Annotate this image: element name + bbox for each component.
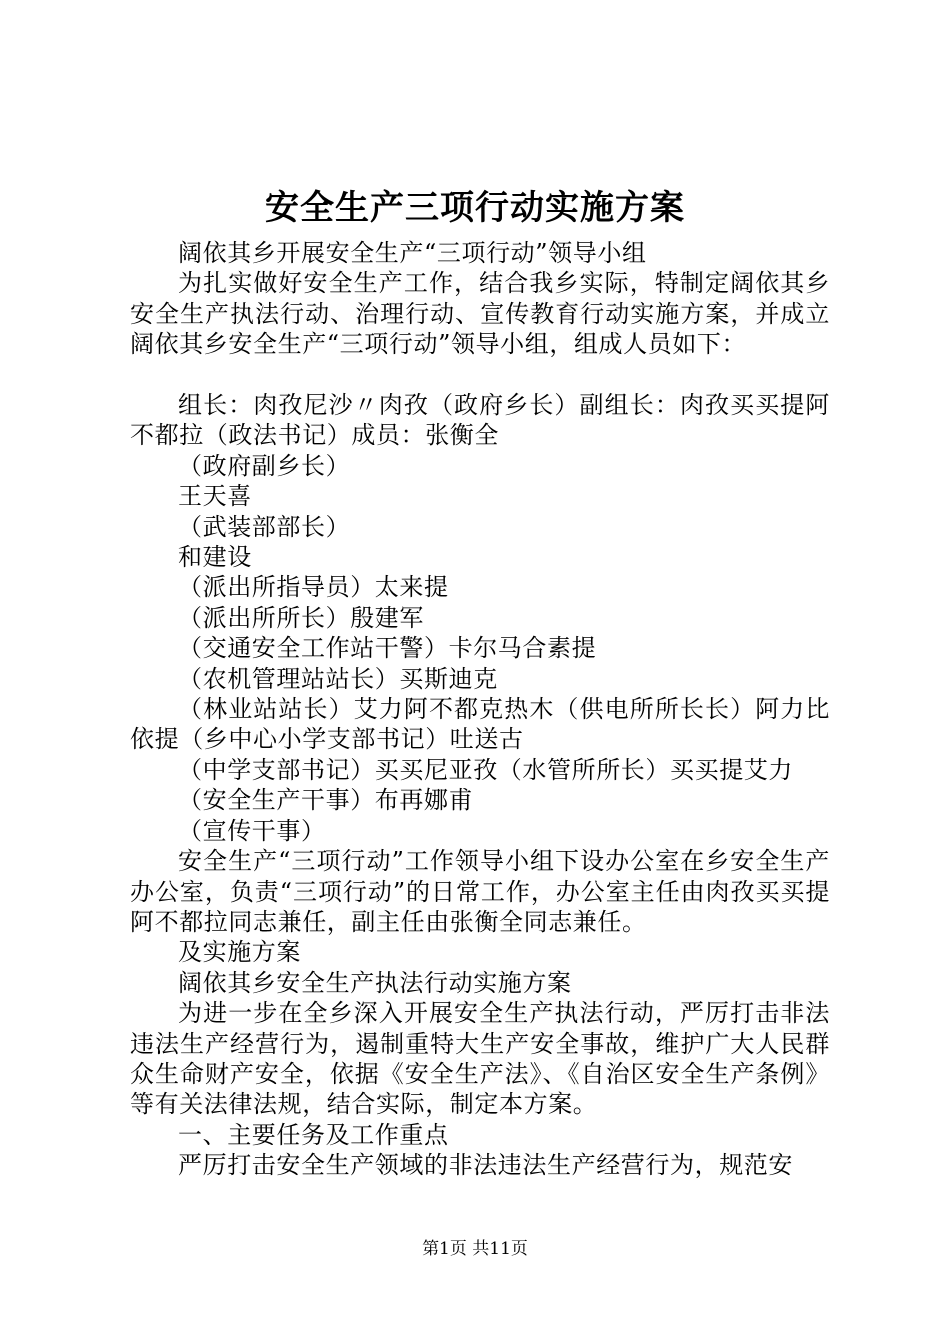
paragraph: （派出所指导员）太来提 (178, 573, 449, 602)
paragraph: 组长：肉孜尼沙〃肉孜（政府乡长）副组长：肉孜买买提阿不都拉（政法书记）成员：张衡全 (130, 391, 830, 450)
page-footer: 第1页 共11页 (422, 1239, 528, 1259)
paragraph: 为进一步在全乡深入开展安全生产执法行动，严厉打击非法违法生产经营行为，遏制重特大生产安全事故，维护广大人民群众生命财产安全，依据《安全生产法》、《自治区安全生产条例》等有关法律法规，结合实际，制定本方案。 (130, 999, 830, 1119)
paragraph: 一、主要任务及工作重点 (178, 1120, 449, 1149)
paragraph: （武装部部长） (178, 512, 351, 541)
paragraph: 严厉打击安全生产领域的非法违法生产经营行为，规范安 (178, 1151, 793, 1180)
paragraph: （中学支部书记）买买尼亚孜（水管所所长）买买提艾力 (178, 755, 793, 784)
paragraph: （交通安全工作站干警）卡尔马合素提 (178, 634, 597, 663)
paragraph: 阔依其乡安全生产执法行动实施方案 (178, 968, 572, 997)
paragraph: （派出所所长）殷建军 (178, 603, 424, 632)
document-title: 安全生产三项行动实施方案 (265, 188, 685, 228)
paragraph: （林业站站长）艾力阿不都克热木（供电所所长长）阿力比依提（乡中心小学支部书记）吐送古 (130, 695, 830, 754)
blank-line (130, 360, 830, 390)
paragraph: （政府副乡长） (178, 451, 351, 480)
document-body (130, 238, 830, 1181)
paragraph: （农机管理站站长）买斯迪克 (178, 664, 498, 693)
paragraph: 王天喜 (178, 482, 252, 511)
paragraph: 阔依其乡开展安全生产“三项行动”领导小组 (178, 239, 647, 267)
paragraph: 为扎实做好安全生产工作，结合我乡实际，特制定阔依其乡安全生产执法行动、治理行动、宣传教育行动实施方案，并成立阔依其乡安全生产“三项行动”领导小组，组成人员如下： (130, 269, 830, 359)
paragraph: （宣传干事） (178, 816, 326, 845)
paragraph: 和建设 (178, 543, 252, 572)
paragraph: 安全生产“三项行动”工作领导小组下设办公室在乡安全生产办公室，负责“三项行动”的日常工作，办公室主任由肉孜买买提阿不都拉同志兼任，副主任由张衡全同志兼任。 (130, 847, 830, 936)
paragraph: 及实施方案 (178, 938, 301, 967)
paragraph: （安全生产干事）布再娜甫 (178, 786, 474, 815)
